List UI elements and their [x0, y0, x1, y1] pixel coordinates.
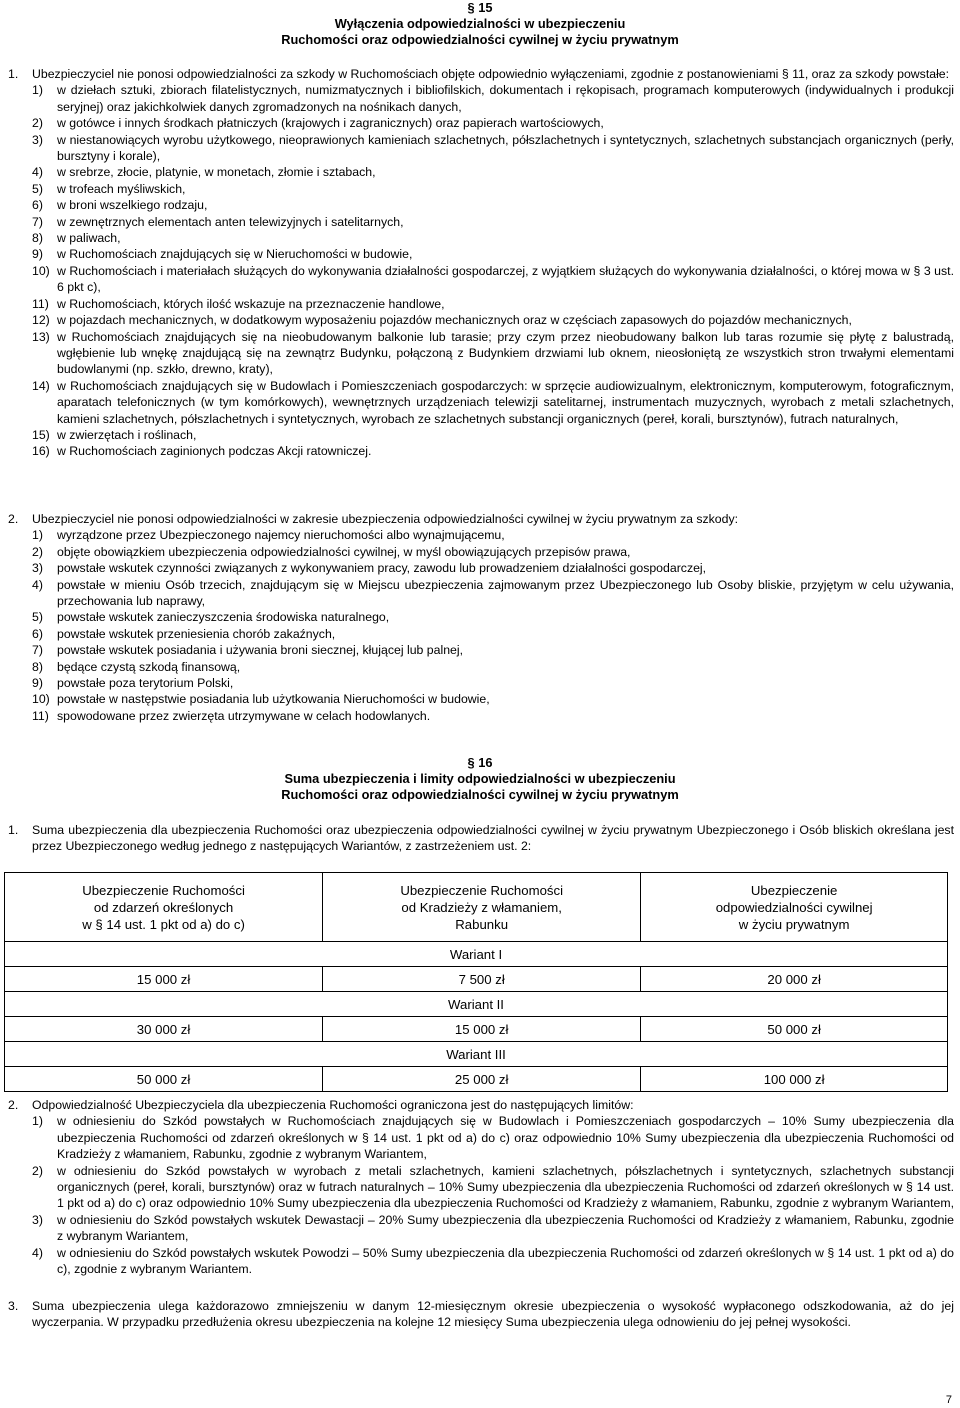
- paragraph-number: 2.: [8, 512, 19, 526]
- sum-insured-variants-table: [4, 872, 948, 1092]
- list-item: [8, 115, 954, 131]
- list-item-number: 13): [32, 329, 50, 344]
- list-item-text: w broni wszelkiego rodzaju,: [57, 198, 208, 213]
- list-item: [8, 427, 954, 443]
- list-item-number: 9): [32, 676, 43, 691]
- list-item-number: 2): [32, 116, 43, 131]
- list-item-number: 1): [32, 1114, 43, 1129]
- list-item: [8, 329, 954, 378]
- list-item-number: 3): [32, 1212, 43, 1227]
- table-cell: 50 000 zł: [641, 1017, 948, 1042]
- list-item-text: będące czystą szkodą finansową,: [57, 659, 241, 674]
- list-item-text: powstałe w następstwie posiadania lub użytkowania Nieruchomości w budowie,: [57, 692, 490, 707]
- list-item-number: 15): [32, 427, 50, 442]
- list-item-text: w Ruchomościach znajdujących się w Budowlach i Pomieszczeniach gospodarczych: w sprzęcie audiowizualnym, elektronicznym, komputerowym, fotograficznym, aparatach telefonicznych (w tym komórkowych), wewnętrznych urządzeniach telewizji satelitarnej, instrumentach muzycznych, wyrobach z metali szlachetnych, kamieni szlachetnych, półszlachetnych i syntetycznych, wyrobach ze szlachetnych substancji organicznych (pereł, korali, bursztynów), futrach naturalnych,: [57, 378, 954, 426]
- table-cell: 7 500 zł: [323, 967, 641, 992]
- list-item-number: 4): [32, 165, 43, 180]
- list-item-text: wyrządzone przez Ubezpieczonego najemcy nieruchomości albo wynajmującemu,: [57, 528, 505, 543]
- variant-label-row: [5, 992, 948, 1017]
- list-item-text: w odniesieniu do Szkód powstałych w wyrobach z metali szlachetnych, kamieni szlachetnych, półszlachetnych i syntetycznych, szlachetnych substancji organicznych (pereł, korali, bursztynów) oraz w futrach naturalnych – 10% Sumy ubezpieczenia dla ubezpieczenia Ruchomości od zdarzeń określonych w § 14 ust. 1 pkt od a) do c) oraz odpowiednio 10% Sumy ubezpieczenia dla ubezpieczenia Ruchomości od Kradzieży z włamaniem, Rabunku, zgodnie z wybranym Wariantem,: [57, 1163, 954, 1211]
- table-cell: 100 000 zł: [641, 1067, 948, 1092]
- list-item: [8, 443, 954, 459]
- list-item-text: w zwierzętach i roślinach,: [57, 427, 197, 442]
- list-item-text: w zewnętrznych elementach anten telewizyjnych i satelitarnych,: [57, 214, 404, 229]
- list-item-text: w srebrze, złocie, platynie, w monetach, złomie i sztabach,: [57, 165, 376, 180]
- list-item-text: spowodowane przez zwierzęta utrzymywane w celach hodowlanych.: [57, 708, 431, 723]
- list-item: [8, 642, 954, 658]
- list-item-text: powstałe wskutek przeniesienia chorób zakaźnych,: [57, 626, 336, 641]
- list-item-number: 6): [32, 626, 43, 641]
- list-item-number: 2): [32, 544, 43, 559]
- section-16-paragraph-3: [8, 1298, 954, 1331]
- list-item: [8, 560, 954, 576]
- section-16-paragraph-2: [8, 1097, 954, 1277]
- list-item-number: 3): [32, 132, 43, 147]
- section-15-paragraph-2: [8, 511, 954, 724]
- list-item-number: 5): [32, 181, 43, 196]
- list-item: [8, 296, 954, 312]
- list-item-number: 8): [32, 659, 43, 674]
- section-16-paragraph-1: [8, 822, 954, 855]
- list-item: [8, 1245, 954, 1278]
- paragraph-text: Suma ubezpieczenia dla ubezpieczenia Ruchomości oraz ubezpieczenia odpowiedzialności cywilnej w życiu prywatnym Ubezpieczonego i Osób bliskich określana jest przez Ubezpieczonego według jednego z następujących Wariantów, z zastrzeżeniem ust. 2:: [32, 823, 954, 854]
- exclusion-list: [8, 82, 954, 459]
- paragraph-number: 1.: [8, 67, 19, 81]
- table-cell: 50 000 zł: [5, 1067, 323, 1092]
- list-item-text: powstałe w mieniu Osób trzecich, znajdującym się w Miejscu ubezpieczenia zajmowanym przez Ubezpieczonego lub Osoby bliskie, przyjętym w celu używania, przechowania lub naprawy,: [57, 577, 954, 609]
- list-item: [8, 197, 954, 213]
- list-item: [8, 1212, 954, 1245]
- table-cell: 20 000 zł: [641, 967, 948, 992]
- paragraph-number: 2.: [8, 1098, 19, 1112]
- list-item: [8, 181, 954, 197]
- list-item-number: 6): [32, 198, 43, 213]
- paragraph-text: Ubezpieczyciel nie ponosi odpowiedzialności za szkody w Ruchomościach objęte odpowiednio wyłączeniami, zgodnie z postanowieniami § 11, oraz za szkody powstałe:: [32, 67, 950, 81]
- list-item: [8, 263, 954, 296]
- list-item: [8, 164, 954, 180]
- list-item-text: w Ruchomościach, których ilość wskazuje na przeznaczenie handlowe,: [57, 296, 445, 311]
- table-header-cell: Ubezpieczenie Ruchomości od Kradzieży z włamaniem, Rabunku: [323, 873, 641, 942]
- list-item: [8, 132, 954, 165]
- list-item-text: w odniesieniu do Szkód powstałych wskutek Powodzi – 50% Sumy ubezpieczenia dla ubezpieczenia Ruchomości od zdarzeń określonych w § 14 ust. 1 pkt od a) do c), zgodnie z wybranym Wariantem.: [57, 1245, 954, 1277]
- section-15-title: Wyłączenia odpowiedzialności w ubezpieczeniu: [334, 16, 626, 31]
- list-item: [8, 312, 954, 328]
- table-header-row: [5, 873, 948, 942]
- table-header-cell: Ubezpieczenie Ruchomości od zdarzeń określonych w § 14 ust. 1 pkt od a) do c): [5, 873, 323, 942]
- list-item: [8, 1113, 954, 1162]
- list-item: [8, 708, 954, 724]
- list-item-text: w trofeach myśliwskich,: [57, 181, 186, 196]
- paragraph-number: 3.: [8, 1299, 19, 1313]
- list-item: [8, 675, 954, 691]
- section-15-heading: [0, 0, 960, 48]
- table-cell: 30 000 zł: [5, 1017, 323, 1042]
- list-item-text: w paliwach,: [57, 231, 121, 246]
- list-item-text: w Ruchomościach i materiałach służących do wykonywania działalności gospodarczej, z wyjątkiem służących do wykonywania działalności, o której mowa w § 3 ust. 6 pkt c),: [57, 263, 954, 295]
- list-item: [8, 691, 954, 707]
- list-item: [8, 544, 954, 560]
- list-item-text: powstałe poza terytorium Polski,: [57, 676, 234, 691]
- list-item-text: w gotówce i innych środkach płatniczych (krajowych i zagranicznych) oraz papierach wartościowych,: [57, 116, 604, 131]
- list-item: [8, 527, 954, 543]
- list-item: [8, 577, 954, 610]
- list-item-number: 4): [32, 1245, 43, 1260]
- table-cell: 15 000 zł: [323, 1017, 641, 1042]
- list-item-text: w dziełach sztuki, zbiorach filatelistycznych, numizmatycznych i bibliofilskich, dokumentach i rękopisach, programach komputerowych (indywidualnych i produkcji seryjnej) oraz jakichkolwiek danych zgromadzonych na nośnikach danych,: [57, 83, 954, 114]
- list-item-text: w odniesieniu do Szkód powstałych w Ruchomościach znajdujących się w Budowlach i Pomieszczeniach gospodarczych – 10% Sumy ubezpieczenia dla ubezpieczenia Ruchomości od zdarzeń określonych w § 14 ust. 1 pkt od a) do c) oraz odpowiednio 10% Sumy ubezpieczenia dla ubezpieczenia Ruchomości od Kradzieży z włamaniem, Rabunku, zgodnie z wybranym Wariantem,: [57, 1114, 954, 1162]
- section-16-heading: [0, 755, 960, 803]
- list-item-number: 3): [32, 561, 43, 576]
- list-item-number: 11): [32, 296, 49, 311]
- list-item-number: 14): [32, 378, 50, 393]
- variant-label-row: [5, 1042, 948, 1067]
- table-cell: 15 000 zł: [5, 967, 323, 992]
- list-item-number: 9): [32, 247, 43, 262]
- paragraph-text: Odpowiedzialność Ubezpieczyciela dla ubezpieczenia Ruchomości ograniczona jest do następujących limitów:: [32, 1098, 634, 1112]
- paragraph-text: Ubezpieczyciel nie ponosi odpowiedzialności w zakresie ubezpieczenia odpowiedzialności cywilnej w życiu prywatnym za szkody:: [32, 512, 739, 526]
- list-item: [8, 378, 954, 427]
- section-16-title: Suma ubezpieczenia i limity odpowiedzialności w ubezpieczeniu: [284, 771, 676, 786]
- list-item-text: w niestanowiących wyrobu użytkowego, nieoprawionych kamieniach szlachetnych, półszlachetnych i syntetycznych, szlachetnych substancjach organicznych (perły, bursztyny i korale),: [57, 132, 954, 164]
- section-15-number: § 15: [467, 0, 493, 15]
- variant-label: Wariant II: [5, 992, 948, 1017]
- table-cell: 25 000 zł: [323, 1067, 641, 1092]
- list-item-number: 16): [32, 444, 50, 459]
- list-item-number: 2): [32, 1163, 43, 1178]
- limits-list: [8, 1113, 954, 1277]
- section-15-subtitle: Ruchomości oraz odpowiedzialności cywilnej w życiu prywatnym: [281, 32, 679, 47]
- list-item: [8, 626, 954, 642]
- list-item-number: 8): [32, 231, 43, 246]
- list-item-text: w pojazdach mechanicznych, w dodatkowym wyposażeniu pojazdów mechanicznych oraz w częściach zapasowych do pojazdów mechanicznych,: [57, 313, 852, 328]
- list-item-number: 11): [32, 708, 49, 723]
- table-row: [5, 967, 948, 992]
- list-item: [8, 82, 954, 115]
- list-item-number: 7): [32, 214, 43, 229]
- variant-label: Wariant I: [5, 942, 948, 967]
- list-item-text: w odniesieniu do Szkód powstałych wskutek Dewastacji – 20% Sumy ubezpieczenia dla ubezpieczenia Ruchomości od Kradzieży z włamaniem, Rabunku, zgodnie z wybranym Wariantem,: [57, 1212, 954, 1244]
- list-item-number: 5): [32, 610, 43, 625]
- list-item: [8, 609, 954, 625]
- table-header-cell: Ubezpieczenie odpowiedzialności cywilnej w życiu prywatnym: [641, 873, 948, 942]
- section-15-paragraph-1: [8, 66, 954, 460]
- page-number: 7: [945, 1394, 952, 1406]
- list-item-text: powstałe wskutek czynności związanych z wykonywaniem pracy, zawodu lub prowadzeniem działalności gospodarczej,: [57, 561, 707, 576]
- liability-exclusion-list: [8, 527, 954, 724]
- list-item-number: 1): [32, 83, 43, 98]
- variant-label-row: [5, 942, 948, 967]
- list-item: [8, 246, 954, 262]
- list-item-number: 12): [32, 313, 50, 328]
- list-item: [8, 1163, 954, 1212]
- list-item-number: 10): [32, 263, 50, 278]
- list-item-text: w Ruchomościach znajdujących się na nieobudowanym balkonie lub tarasie; przy czym przez nieobudowany balkon lub taras rozumie się płytę z balustradą, wgłębienie lub wnękę znajdującą się na zewnątrz Budynku, połączoną z Budynkiem drzwiami lub oknem, nieosłoniętą ze wszystkich stron trwałymi elementami budowlanymi (np. szkło, drewno, kraty),: [57, 329, 954, 377]
- list-item-text: powstałe wskutek zanieczyszczenia środowiska naturalnego,: [57, 610, 390, 625]
- list-item: [8, 659, 954, 675]
- list-item-number: 10): [32, 692, 50, 707]
- table-row: [5, 1067, 948, 1092]
- paragraph-number: 1.: [8, 823, 19, 837]
- list-item-text: powstałe wskutek posiadania i używania broni siecznej, kłującej lub palnej,: [57, 643, 464, 658]
- variant-label: Wariant III: [5, 1042, 948, 1067]
- list-item-number: 7): [32, 643, 43, 658]
- paragraph-text: Suma ubezpieczenia ulega każdorazowo zmniejszeniu w danym 12-miesięcznym okresie ubezpieczenia o wysokość wypłaconego odszkodowania, aż do jej wyczerpania. W przypadku przedłużenia okresu ubezpieczenia na kolejne 12 miesięcy Suma ubezpieczenia ulega odnowieniu do jej pełnej wysokości.: [32, 1299, 954, 1330]
- list-item-text: objęte obowiązkiem ubezpieczenia odpowiedzialności cywilnej, w myśl obowiązujących przepisów prawa,: [57, 544, 631, 559]
- section-16-subtitle: Ruchomości oraz odpowiedzialności cywilnej w życiu prywatnym: [281, 787, 679, 802]
- list-item-text: w Ruchomościach znajdujących się w Nieruchomości w budowie,: [57, 247, 413, 262]
- table-row: [5, 1017, 948, 1042]
- list-item: [8, 230, 954, 246]
- list-item-text: w Ruchomościach zaginionych podczas Akcji ratowniczej.: [57, 444, 372, 459]
- list-item: [8, 214, 954, 230]
- list-item-number: 4): [32, 577, 43, 592]
- section-16-number: § 16: [467, 755, 493, 770]
- list-item-number: 1): [32, 528, 43, 543]
